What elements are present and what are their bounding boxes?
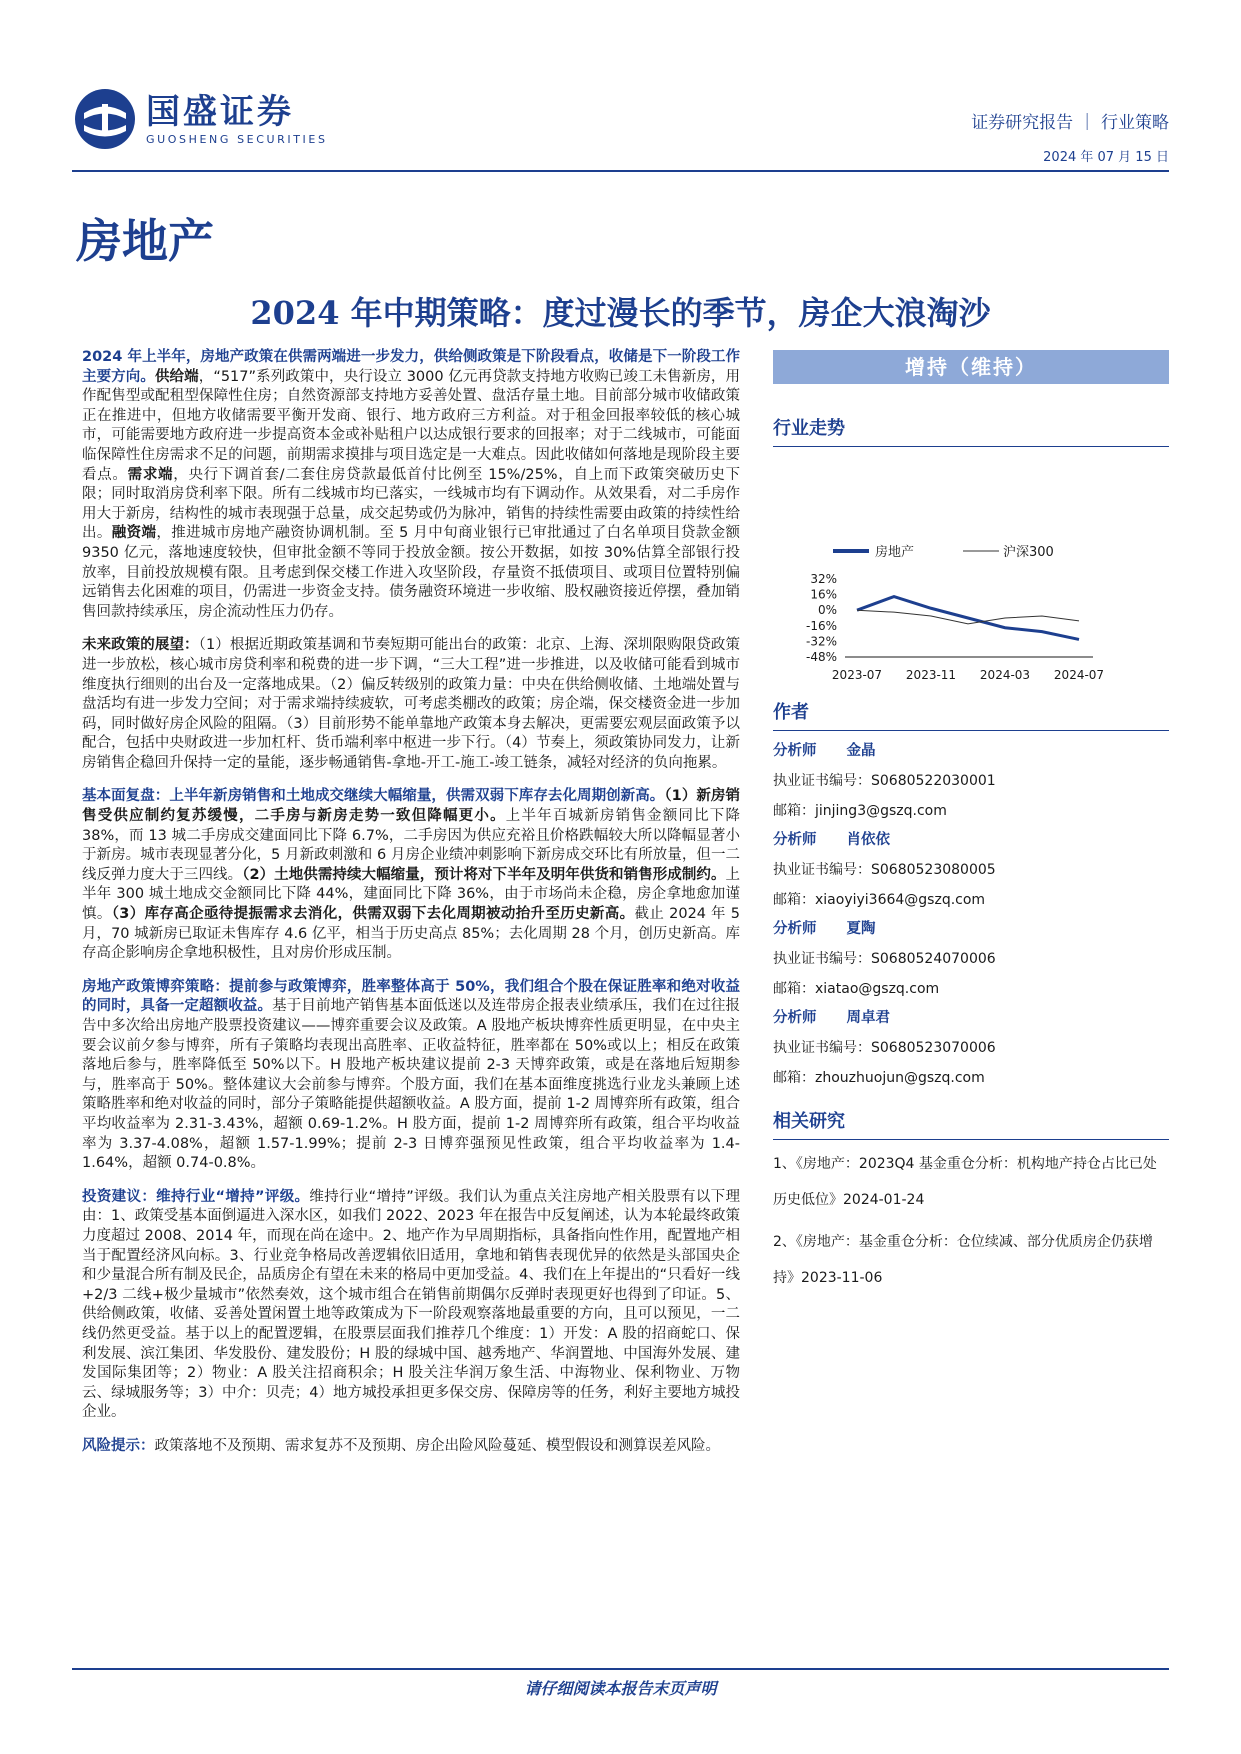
supply-side-label: 供给端 — [154, 368, 199, 385]
series-line-realestate — [857, 597, 1079, 640]
related-section-title: 相关研究 — [773, 1101, 1169, 1140]
y-tick-label: -48% — [805, 650, 837, 664]
fundamentals-text-2: 上半年 300 城土地成交金额同比下降 44%，建面同比下降 36%，由于市场尚未企稳，房企拿地愈加谨慎。 — [82, 866, 740, 923]
risk-label: 风险提示： — [82, 1437, 155, 1454]
policy-outlook-paragraph — [82, 636, 740, 773]
analyst-name-row — [773, 828, 1169, 849]
analyst-name-row — [773, 739, 1169, 760]
y-tick-label: -32% — [805, 634, 837, 649]
related-research-item[interactable]: 2、《房地产：基金重仓分析：仓位续减、部分优质房企仍获增持》2023-11-06 — [773, 1234, 1153, 1286]
summary-paragraph — [82, 348, 740, 622]
fundamentals-point-2: （2）土地供需持续大幅缩量，预计将对下半年及明年供货和销售形成制约。 — [242, 866, 726, 883]
risk-paragraph — [82, 1437, 740, 1457]
policy-strategy-lead: 房地产政策博弈策略：提前参与政策博弈，胜率整体高于 50%，我们组合个股在保证胜率和绝对收益的同时，具备一定超额收益。 — [82, 978, 740, 1015]
trend-section-title: 行业走势 — [773, 408, 1169, 447]
legend-label-realestate: 房地产 — [875, 545, 915, 560]
investment-advice-lead: 投资建议：维持行业“增持”评级。 — [82, 1188, 310, 1205]
financing-side-text: ，推进城市房地产融资协调机制。至 5 月中旬商业银行已审批通过了白名单项目贷款金额 9350 亿元，落地速度较快，但审批金额不等同于投放金额。按公开数据，如按 30%估算全部银行投放率，目前投放规模有限。且考虑到保交楼工作进入攻坚阶段，存量资不抵债项目、或项目位置特别偏远销售去化困难的项目，仍需进一步资金支持。债务融资环境进一步收缩、股权融资接近停摆，叠加销售回款持续承压，房企流动性压力仍存。 — [82, 525, 741, 620]
trend-chart — [773, 447, 1169, 692]
sector-title: 房地产 — [76, 214, 214, 268]
analyst-name-row — [773, 1006, 1169, 1027]
analyst-role: 分析师 — [773, 743, 817, 759]
analyst-name: 夏陶 — [846, 921, 876, 937]
fundamentals-text-1: 上半年百城新房销售金额同比下降 38%，而 13 城二手房成交建面同比下降 6.7%，二手房因为供应充裕且价格跌幅较大所以降幅显著小于新房。城市表现显著分化，5 月新政刺激和 6 月房企业绩冲刺影响下新房成交环比有所放量，但一二线反弹力度大于三四线。 — [82, 808, 740, 883]
summary-lead: 2024 年上半年，房地产政策在供需两端进一步发力，供给侧政策是下阶段看点，收储是下一阶段工作主要方向。 — [82, 349, 740, 385]
footer-disclaimer: 请仔细阅读本报告末页声明 — [524, 1679, 717, 1698]
company-logo — [72, 86, 328, 152]
supply-side-text: ，“517”系列政策中，央行设立 3000 亿元再贷款支持地方收购已竣工未售新房，用作配售型或配租型保障性住房；自然资源部支持地方妥善处置、盘活存量土地。目前部分城市收储政策正在推进中，但地方收储需要平衡开发商、银行、地方政府三方利益。对于租金回报率较低的核心城市，可能需要地方政府进一步提高资本金或补贴租户以达成银行要求的回报率；对于二线城市，可能面临保障性住房需求不足的问题，前期需求摸排与项目选定是一大难点。因此收储如何落地是现阶段主要看点。 — [82, 368, 741, 483]
investment-advice-paragraph — [82, 1188, 740, 1423]
fundamentals-text-3: 截止 2024 年 5 月，70 城新房已取证未售库存 4.6 亿平，相当于历史高点 85%；去化周期 28 个月，创历史新高。库存高企影响房企拿地积极性，且对房价形成压制。 — [82, 906, 740, 962]
investment-advice-text: 维持行业“增持”评级。我们认为重点关注房地产相关股票有以下理由：1、政策受基本面倒逼进入深水区，如我们 2022、2023 年在报告中反复阐述，认为本轮最终政策力度超过 2008、2014 年，而现在尚在途中。2、地产作为早周期指标，具备指向性作用，配置地产相当于配置经济风向标。3、行业竞争格局改善逻辑依旧适用，拿地和销售表现优异的依然是头部国央企和少量混合所有制及民企，品质房企有望在未来的格局中更加受益。4、我们在上年提出的“只看好一线+2/3 二线+极少量城市”依然奏效，这个城市组合在销售前期偶尔反弹时表现更好也得到了印证。5、供给侧政策，收储、妥善处置闲置土地等政策成为下一阶段观察落地最重要的方向，且可以预见，一二线仍然更受益。基于以上的配置逻辑，在股票层面我们推荐几个维度：1）开发：A 股的招商蛇口、保利发展、滨江集团、华发股份、建发股份；H 股的绿城中国、越秀地产、华润置地、中国海外发展、建发国际集团等；2）物业：A 股关注招商积余；H 股关注华润万象生活、中海物业、保利物业、万物云、绿城服务等；3）中介：贝壳；4）地方城投承担更多保交房、保障房等的任务，利好主要地方城投企业。 — [82, 1188, 740, 1421]
logo-english-name: GUOSHENG SECURITIES — [146, 132, 328, 146]
fundamentals-paragraph — [82, 787, 740, 963]
policy-strategy-paragraph — [82, 978, 740, 1174]
footer-divider — [72, 1668, 1169, 1670]
demand-side-text: ，央行下调首套/二套住房贷款最低首付比例至 15%/25%，自上而下政策突破历史下限；同时取消房贷利率下限。所有二线城市均已落实，一线城市均有下调动作。从效果看，对二手房作用大于新房，结构性的城市表现强于总量，成交起势或仍为脉冲，销售的持续性需要由政策的持续性给出。 — [82, 466, 741, 542]
fundamentals-point-1: （1）新房销售受供应制约复苏缓慢，二手房与新房走势一致但降幅更小。 — [82, 788, 740, 825]
y-tick-label: 32% — [810, 572, 837, 586]
analyst-certificate: 执业证书编号：S0680523080005 — [773, 862, 996, 878]
analyst-role: 分析师 — [773, 921, 817, 937]
header-divider — [72, 170, 1169, 172]
report-title: 2024 年中期策略：度过漫长的季节，房企大浪淘沙 — [250, 294, 991, 332]
policy-outlook-label: 未来政策的展望： — [82, 637, 199, 654]
analyst-name: 周卓君 — [846, 1010, 890, 1026]
x-tick-label: 2024-03 — [979, 668, 1031, 682]
y-tick-label: 16% — [810, 587, 837, 602]
analyst-name: 肖依依 — [846, 832, 890, 848]
policy-outlook-text: （1）根据近期政策基调和节奏短期可能出台的政策：北京、上海、深圳限购限贷政策进一步放松，核心城市房贷利率和税费的进一步下调，“三大工程”进一步推进，以及收储可能看到城市维度执行细则的出台及一定落地成果。（2）偏反转级别的政策力量：中央在供给侧收储、土地端处置与盘活均有进一步发力空间；对于需求端持续疲软，可考虑类棚改的政策；房企端，保交楼资金进一步加码，同时做好房企风险的阻隔。（3）目前形势不能单靠地产政策本身去解决，更需要宏观层面政策予以配合，包括中央财政进一步加杠杆、货币端利率中枢进一步下行。（4）节奏上，须政策协同发力，让新房销售企稳回升保持一定的量能，逐步畅通销售-拿地-开工-施工-竣工链条，减轻对经济的负向拖累。 — [82, 637, 740, 771]
y-tick-label: -16% — [805, 618, 837, 633]
main-column — [82, 348, 740, 1470]
policy-strategy-text: 基于目前地产销售基本面低迷以及连带房企报表业绩承压，我们在过往报告中多次给出房地产股票投资建议——博弈重要会议及政策。A 股地产板块博弈性质更明显，在中央主要会议前夕参与博弈，所有子策略均表现出高胜率、正收益特征，胜率都在 50%或以上；相反在政策落地后参与，胜率降低至 50%以下。H 股地产板块建议提前 2-3 天博弈政策，或是在落地后短期参与，胜率高于 50%。整体建议大会前参与博弈。个股方面，我们在基本面维度挑选行业龙头兼顾上述策略胜率和绝对收益的同时，部分子策略能提供超额收益。A 股方面，提前 1-2 周博弈所有政策，组合平均收益率为 2.31-3.43%，超额 0.69-1.2%。H 股方面，提前 1-2 周博弈所有政策，组合平均收益率为 3.37-4.08%，超额 1.57-1.99%；提前 2-3 日博弈强预见性政策，组合平均收益率为 1.4-1.64%，超额 0.74-0.8%。 — [82, 998, 740, 1172]
analyst-email[interactable]: 邮箱：jinjing3@gszq.com — [773, 803, 947, 819]
y-tick-label: 0% — [817, 603, 837, 618]
x-tick-label: 2023-07 — [831, 668, 883, 682]
analyst-certificate: 执业证书编号：S0680524070006 — [773, 951, 996, 967]
fundamentals-lead: 基本面复盘：上半年新房销售和土地成交继续大幅缩量，供需双弱下库存去化周期创新高。 — [82, 788, 665, 805]
sidebar — [773, 350, 1169, 1296]
financing-side-label: 融资端 — [111, 525, 157, 542]
report-type: 证券研究报告 ｜ 行业策略 — [971, 113, 1169, 133]
demand-side-label: 需求端 — [127, 466, 174, 483]
rating-badge: 增持（维持） — [773, 350, 1169, 384]
risk-text: 政策落地不及预期、需求复苏不及预期、房企出险风险蔓延、模型假设和测算误差风险。 — [154, 1437, 720, 1454]
fundamentals-point-3: （3）库存高企亟待提振需求去消化，供需双弱下去化周期被动抬升至历史新高。 — [111, 906, 635, 923]
analyst-email[interactable]: 邮箱：zhouzhuojun@gszq.com — [773, 1070, 985, 1086]
guosheng-logo-icon — [72, 86, 138, 152]
analyst-certificate: 执业证书编号：S0680522030001 — [773, 773, 996, 789]
legend-label-hs300: 沪深300 — [1003, 545, 1054, 560]
authors-list — [773, 739, 1169, 1087]
analyst-certificate: 执业证书编号：S0680523070006 — [773, 1040, 996, 1056]
analyst-role: 分析师 — [773, 832, 817, 848]
x-tick-label: 2024-07 — [1053, 668, 1105, 682]
page-header — [72, 86, 1169, 165]
analyst-email[interactable]: 邮箱：xiatao@gszq.com — [773, 981, 940, 997]
analyst-role: 分析师 — [773, 1010, 817, 1026]
logo-chinese-name: 国盛证券 — [146, 91, 294, 132]
related-research-item[interactable]: 1、《房地产：2023Q4 基金重仓分析：机构地产持仓占比已处历史低位》2024-01-24 — [773, 1156, 1157, 1208]
analyst-email[interactable]: 邮箱：xiaoyiyi3664@gszq.com — [773, 892, 986, 908]
authors-section-title: 作者 — [773, 692, 1169, 731]
analyst-name-row — [773, 917, 1169, 938]
related-research-list — [773, 1146, 1169, 1296]
x-tick-label: 2023-11 — [905, 668, 957, 682]
analyst-name: 金晶 — [846, 743, 876, 759]
trend-chart-svg — [773, 447, 1169, 692]
report-date: 2024 年 07 月 15 日 — [1043, 150, 1169, 165]
